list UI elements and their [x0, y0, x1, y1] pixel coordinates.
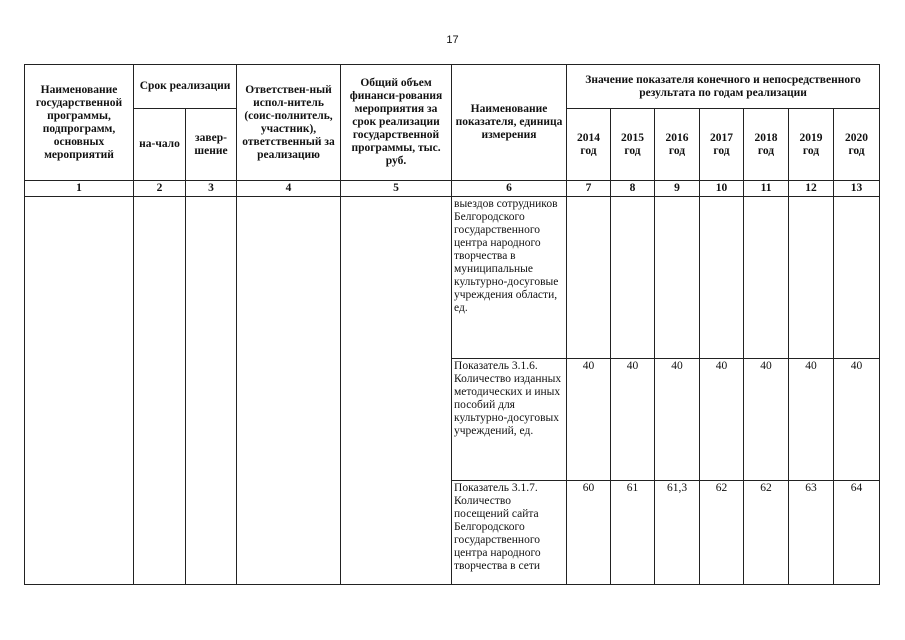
header-year: 2020 год [834, 109, 880, 181]
program-name-cell [25, 197, 134, 585]
header-year: 2019 год [789, 109, 834, 181]
header-program-name: Наименование государственной программы, подпрограмм, основных мероприятий [25, 65, 134, 181]
column-number: 10 [700, 181, 744, 197]
header-year: 2018 год [744, 109, 789, 181]
column-number: 2 [134, 181, 186, 197]
value-cell: 40 [834, 359, 880, 481]
column-number: 13 [834, 181, 880, 197]
header-start: на-чало [134, 109, 186, 181]
column-number: 1 [25, 181, 134, 197]
value-cell: 40 [655, 359, 700, 481]
value-cell [567, 197, 611, 359]
value-cell [744, 197, 789, 359]
value-cell [789, 197, 834, 359]
executor-cell [237, 197, 341, 585]
header-financing: Общий объем финанси-рования мероприятия за срок реализации государственной программы, тыс. руб. [341, 65, 452, 181]
value-cell [834, 197, 880, 359]
value-cell: 62 [744, 481, 789, 585]
column-number: 5 [341, 181, 452, 197]
page-number: 17 [446, 34, 459, 46]
value-cell: 61 [611, 481, 655, 585]
start-cell [134, 197, 186, 585]
column-number: 6 [452, 181, 567, 197]
value-cell: 40 [567, 359, 611, 481]
header-executor: Ответствен-ный испол-нитель (соис-полнитель, участник), ответственный за реализацию [237, 65, 341, 181]
indicator-cell: выездов сотрудников Белгородского государственного центра народного творчества в муниципальные культурно-досуговые учреждения области, ед. [452, 197, 567, 359]
value-cell: 40 [700, 359, 744, 481]
end-cell [186, 197, 237, 585]
financing-cell [341, 197, 452, 585]
value-cell: 61,3 [655, 481, 700, 585]
table-row [25, 197, 880, 359]
column-number: 9 [655, 181, 700, 197]
column-number: 11 [744, 181, 789, 197]
column-number: 8 [611, 181, 655, 197]
indicator-cell: Показатель 3.1.6. Количество изданных методических и иных пособий для культурно-досуговых учреждений, ед. [452, 359, 567, 481]
value-cell: 40 [744, 359, 789, 481]
column-number: 3 [186, 181, 237, 197]
header-indicator: Наименование показателя, единица измерения [452, 65, 567, 181]
value-cell: 63 [789, 481, 834, 585]
value-cell: 60 [567, 481, 611, 585]
value-cell [611, 197, 655, 359]
column-number: 12 [789, 181, 834, 197]
column-number: 4 [237, 181, 341, 197]
header-period: Срок реализации [134, 65, 237, 109]
value-cell: 40 [789, 359, 834, 481]
header-year: 2014 год [567, 109, 611, 181]
value-cell: 64 [834, 481, 880, 585]
value-cell: 62 [700, 481, 744, 585]
column-number: 7 [567, 181, 611, 197]
column-numbers-row [25, 181, 880, 197]
header-year: 2017 год [700, 109, 744, 181]
header-year: 2016 год [655, 109, 700, 181]
indicator-cell: Показатель 3.1.7. Количество посещений сайта Белгородского государственного центра народного творчества в сети [452, 481, 567, 585]
header-values: Значение показателя конечного и непосредственного результата по годам реализации [567, 65, 880, 109]
value-cell [655, 197, 700, 359]
header-year: 2015 год [611, 109, 655, 181]
value-cell [700, 197, 744, 359]
value-cell: 40 [611, 359, 655, 481]
header-end: завер-шение [186, 109, 237, 181]
indicators-table [24, 64, 880, 585]
